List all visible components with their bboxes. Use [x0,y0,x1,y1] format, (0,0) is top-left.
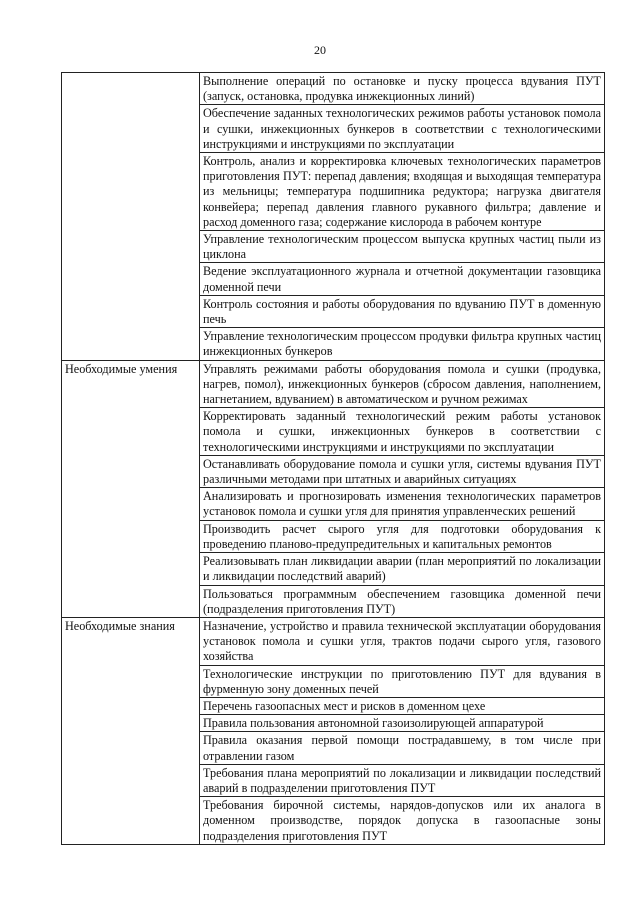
table-cell-item: Требования плана мероприятий по локализации и ликвидации последствий аварий в подразделении приготовления ПУТ [200,764,605,796]
table-cell-item: Контроль, анализ и корректировка ключевых технологических параметров приготовления ПУТ: перепад давления; входящая и выходящая температура из мельницы; температура подшипника редуктора; нагрузка двигателя конвейера; перепад давления главного рукавного фильтра; давление и расход доменного газа; содержание кислорода в рабочем контуре [200,153,605,231]
requirements-table-body [62,73,605,845]
table-cell-item: Выполнение операций по остановке и пуску процесса вдувания ПУТ (запуск, остановка, продувка инжекционных линий) [200,73,605,105]
table-cell-item: Корректировать заданный технологический режим работы установок помола и сушки, инжекционных бункеров в соответствии с технологическими инструкциями и инструкциями по эксплуатации [200,408,605,456]
table-cell-item: Правила оказания первой помощи пострадавшему, в том числе при отравлении газом [200,732,605,764]
requirements-table [61,72,605,845]
section-label: Необходимые умения [62,360,200,617]
section-label: Необходимые знания [62,617,200,844]
section-label [62,73,200,361]
table-cell-item: Останавливать оборудование помола и сушки угля, системы вдувания ПУТ различными методами при штатных и аварийных ситуациях [200,455,605,487]
table-row [62,617,605,665]
table-cell-item: Обеспечение заданных технологических режимов работы установок помола и сушки, инжекционных бункеров в соответствии с технологическими инструкциями и инструкциями по эксплуатации [200,105,605,153]
table-cell-item: Ведение эксплуатационного журнала и отчетной документации газовщика доменной печи [200,263,605,295]
table-cell-item: Назначение, устройство и правила технической эксплуатации оборудования установок помола и сушки угля, трактов подачи сырого угля, газового хозяйства [200,617,605,665]
table-cell-item: Перечень газоопасных мест и рисков в доменном цехе [200,697,605,714]
table-cell-item: Управление технологическим процессом продувки фильтра крупных частиц инжекционных бункеров [200,328,605,360]
table-cell-item: Пользоваться программным обеспечением газовщика доменной печи (подразделения приготовления ПУТ) [200,585,605,617]
table-cell-item: Производить расчет сырого угля для подготовки оборудования к проведению планово-предупредительных и капитальных ремонтов [200,520,605,552]
table-cell-item: Управление технологическим процессом выпуска крупных частиц пыли из циклона [200,231,605,263]
table-cell-item: Технологические инструкции по приготовлению ПУТ для вдувания в фурменную зону доменных печей [200,665,605,697]
table-row [62,73,605,105]
table-cell-item: Правила пользования автономной газоизолирующей аппаратурой [200,715,605,732]
table-row [62,360,605,408]
page-number: 20 [314,43,326,57]
table-cell-item: Анализировать и прогнозировать изменения технологических параметров установок помола и сушки угля для принятия управленческих решений [200,488,605,520]
table-cell-item: Контроль состояния и работы оборудования по вдуванию ПУТ в доменную печь [200,295,605,327]
table-cell-item: Требования бирочной системы, нарядов-допусков или их аналога в доменном производстве, порядок допуска в газоопасные зоны подразделения приготовления ПУТ [200,797,605,845]
table-cell-item: Реализовывать план ликвидации аварии (план мероприятий по локализации и ликвидации последствий аварий) [200,553,605,585]
table-cell-item: Управлять режимами работы оборудования помола и сушки (продувка, нагрев, помол), инжекционных бункеров (сбросом давления, наполнением, нагнетанием, вдуванием) в автоматическом и ручном режимах [200,360,605,408]
